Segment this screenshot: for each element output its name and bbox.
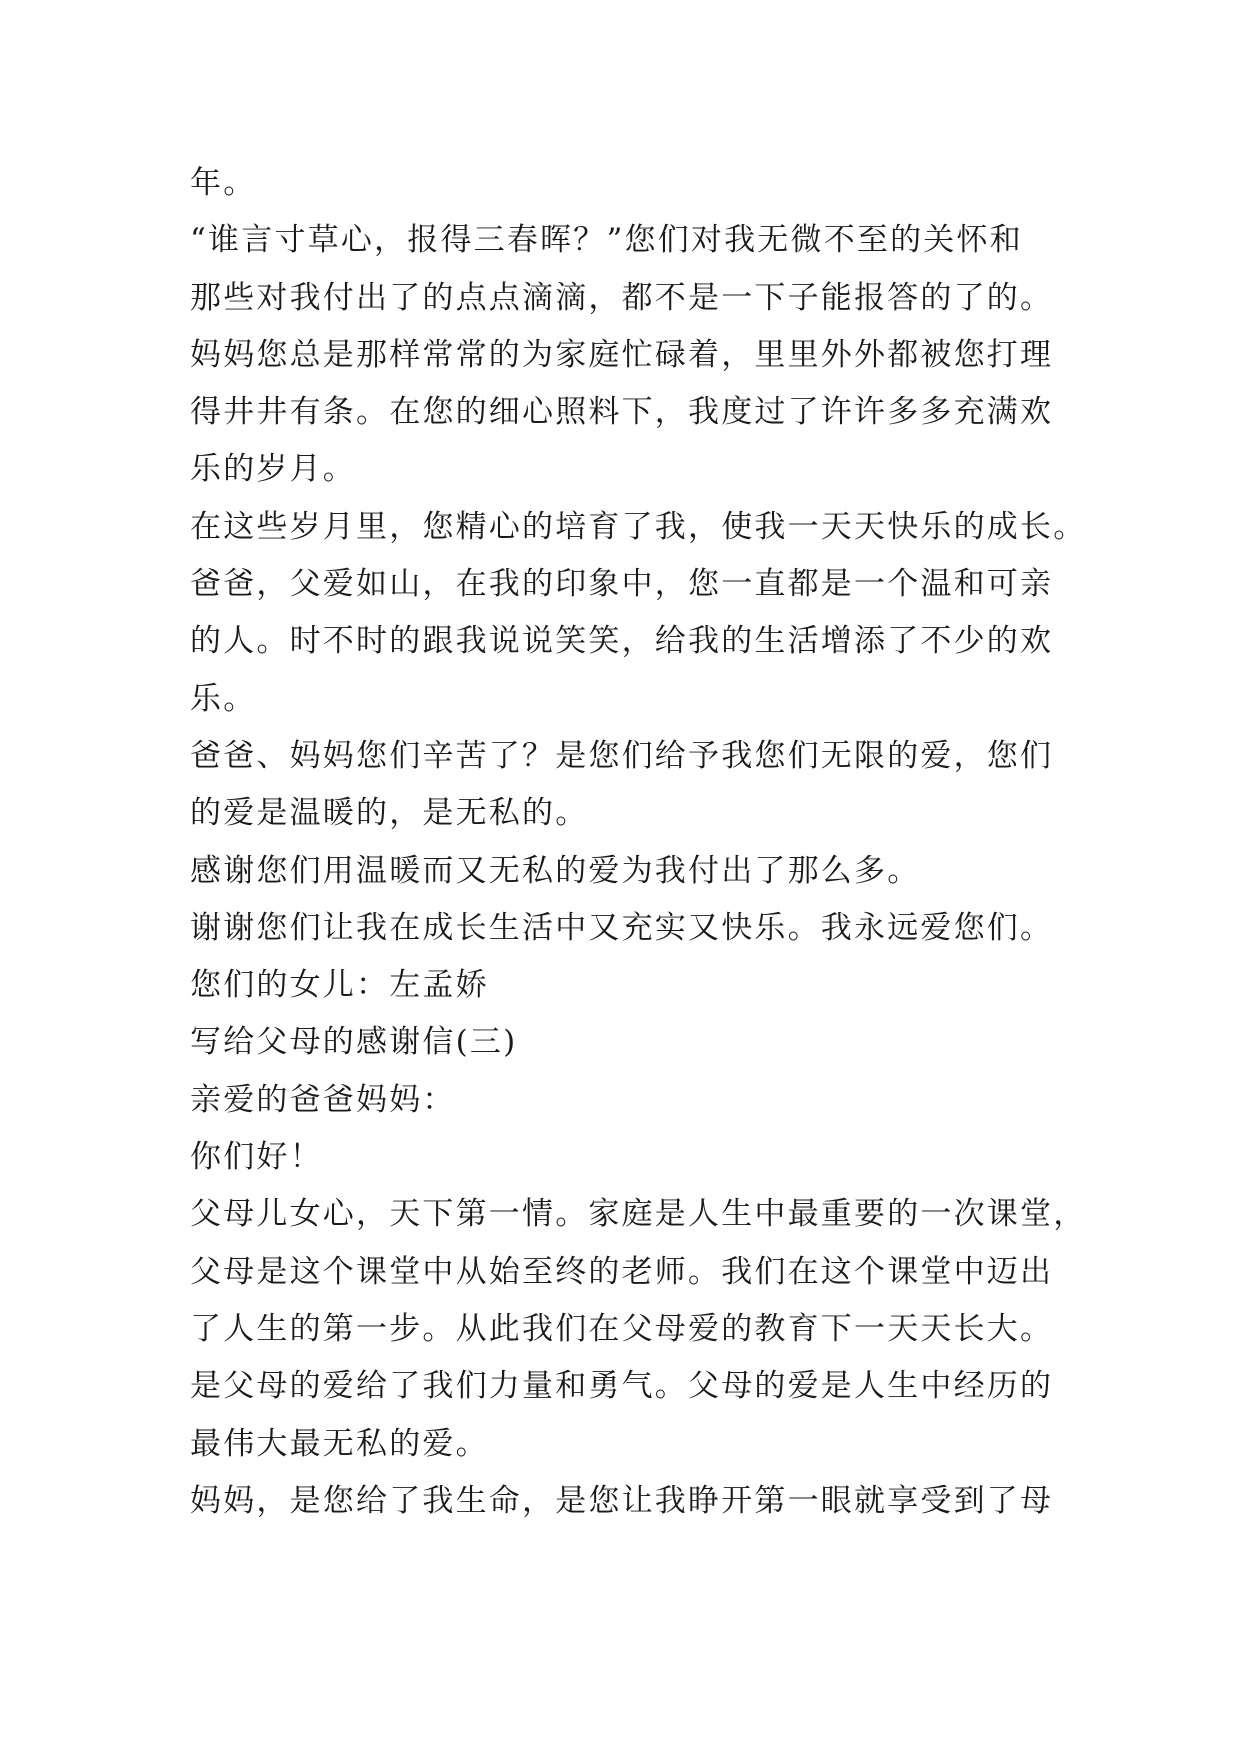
text-line: 妈妈您总是那样常常的为家庭忙碌着，里里外外都被您打理: [190, 336, 1054, 373]
text-line: 那些对我付出了的点点滴滴，都不是一下子能报答的了的。: [190, 279, 1054, 316]
text-line: 爸爸，父爱如山，在我的印象中，您一直都是一个温和可亲: [190, 566, 1054, 603]
text-line: 父母儿女心，天下第一情。家庭是人生中最重要的一次课堂，: [190, 1196, 1087, 1233]
text-line: 了人生的第一步。从此我们在父母爱的教育下一天天长大。: [190, 1310, 1054, 1347]
text-line: 得井井有条。在您的细心照料下，我度过了许许多多充满欢: [190, 394, 1054, 431]
text-line: 是父母的爱给了我们力量和勇气。父母的爱是人生中经历的: [190, 1368, 1054, 1405]
text-line: 感谢您们用温暖而又无私的爱为我付出了那么多。: [190, 852, 921, 889]
text-line: “谁言寸草心，报得三春晖？”您们对我无微不至的关怀和: [190, 222, 1023, 259]
text-line: 乐。: [190, 680, 257, 717]
text-line: 在这些岁月里，您精心的培育了我，使我一天天快乐的成长。: [190, 508, 1087, 545]
letter-title: 写给父母的感谢信(三): [190, 1024, 518, 1061]
salutation: 亲爱的爸爸妈妈：: [190, 1081, 456, 1118]
text-line: 最伟大最无私的爱。: [190, 1425, 489, 1462]
text-line: 妈妈，是您给了我生命，是您让我睁开第一眼就享受到了母: [190, 1482, 1054, 1519]
text-line: 年。: [190, 165, 257, 201]
text-line: 的爱是温暖的，是无私的。: [190, 795, 589, 832]
letter-body: [190, 155, 1087, 1530]
text-line: 的人。时不时的跟我说说笑笑，给我的生活增添了不少的欢: [190, 623, 1054, 660]
signature-line: 您们的女儿：左孟娇: [190, 967, 489, 1004]
greeting: 你们好！: [190, 1139, 323, 1176]
text-line: 父母是这个课堂中从始至终的老师。我们在这个课堂中迈出: [190, 1253, 1054, 1290]
text-line: 乐的岁月。: [190, 451, 356, 488]
text-line: 爸爸、妈妈您们辛苦了？是您们给予我您们无限的爱，您们: [190, 737, 1054, 774]
text-line: 谢谢您们让我在成长生活中又充实又快乐。我永远爱您们。: [190, 909, 1054, 946]
